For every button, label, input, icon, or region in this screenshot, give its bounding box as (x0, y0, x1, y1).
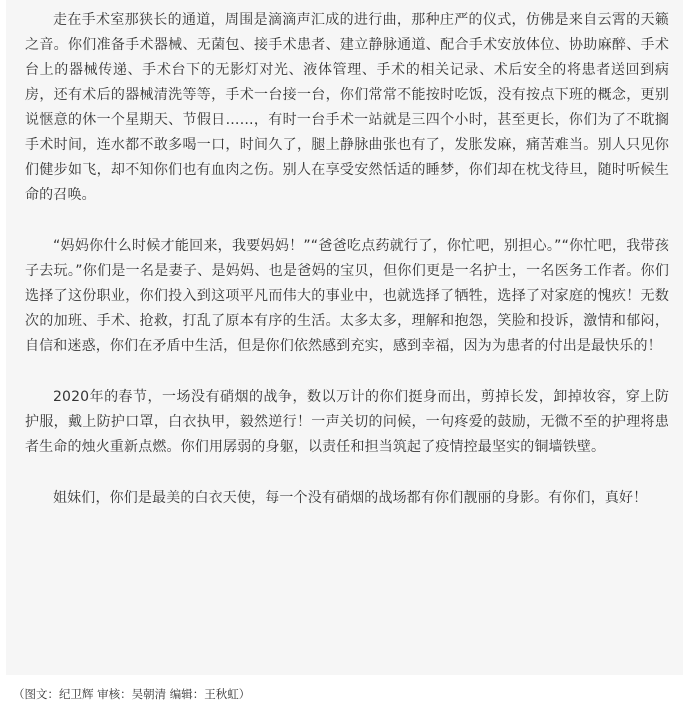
paragraph-family-sacrifice: “妈妈你什么时候才能回来，我要妈妈！”“爸爸吃点药就行了，你忙吧，别担心。”“你忙吧，我带孩子去玩。”你们是一名是妻子、是妈妈、也是爸妈的宝贝，但你们更是一名护士，一名医务工作者。你们选择了这份职业，你们投入到这项平凡而伟大的事业中，也就选择了牺牲，选择了对家庭的愧疚！无数次的加班、手术、抢救，打乱了原本有序的生活。太多太多，理解和抱怨，笑脸和投诉，激情和郁闷，自信和迷惑，你们在矛盾中生活，但是你们依然感到充实，感到幸福，因为为患者的付出是最快乐的！ (25, 238, 669, 354)
paragraph-closing: 姐妹们，你们是最美的白衣天使，每一个没有硝烟的战场都有你们靓丽的身影。有你们，真好！ (53, 490, 648, 506)
paragraph-epidemic-2020: 2020年的春节，一场没有硝烟的战争，数以万计的你们挺身而出，剪掉长发，卸掉妆容，穿上防护服，戴上防护口罩，白衣执甲，毅然逆行！一声关切的问候，一句疼爱的鼓励，无微不至的护理将患者生命的烛火重新点燃。你们用孱弱的身躯，以责任和担当筑起了疫情控最坚实的铜墙铁壁。 (25, 389, 669, 455)
article-body (6, 0, 683, 675)
article-credits: （图文：纪卫辉 审核：吴朝清 编辑：王秋虹） (13, 687, 251, 701)
paragraph-operating-room: 走在手术室那狭长的通道，周围是滴滴声汇成的进行曲，那种庄严的仪式，仿佛是来自云霄的天籁之音。你们准备手术器械、无菌包、接手术患者、建立静脉通道、配合手术安放体位、协助麻醉、手术台上的器械传递、手术台下的无影灯对光、液体管理、手术的相关记录、术后安全的将患者送回到病房，还有术后的器械清洗等等，手术一台接一台，你们常常不能按时吃饭，没有按点下班的概念，更别说惬意的休一个星期天、节假日……，有时一台手术一站就是三四个小时，甚至更长，你们为了不耽搁手术时间，连水都不敢多喝一口，时间久了，腿上静脉曲张也有了，发胀发麻，痛苦难当。别人只见你们健步如飞，却不知你们也有血肉之伤。别人在享受安然恬适的睡梦，你们却在枕戈待旦，随时听候生命的召唤。 (25, 12, 669, 203)
